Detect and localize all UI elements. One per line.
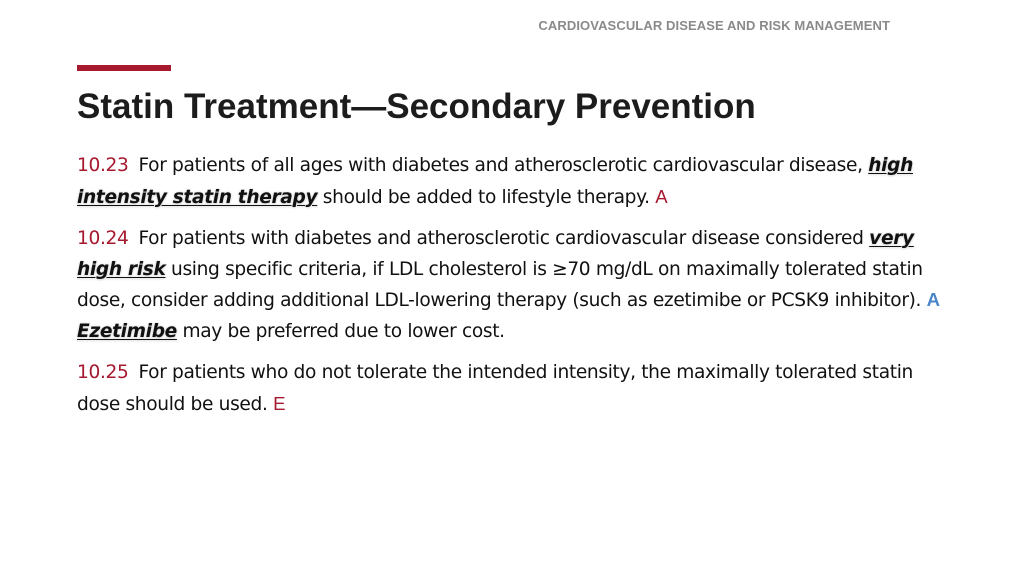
recommendation-text: should be added to lifestyle therapy. (317, 186, 656, 208)
title-accent-bar (77, 65, 171, 71)
recommendation-10-24 (77, 224, 947, 347)
highlighted-term: Ezetimibe (77, 320, 177, 342)
evidence-grade: A (926, 289, 940, 310)
highlighted-term: very high risk (77, 228, 914, 280)
recommendation-number: 10.25 (77, 362, 129, 383)
recommendation-text: may be preferred due to lower cost. (176, 320, 505, 342)
slide-title: Statin Treatment—Secondary Prevention (77, 87, 756, 126)
recommendation-text: using specific criteria, if LDL cholesterol is ≥70 mg/dL on maximally tolerated statin dose, consider adding additional LDL-lowering therapy (such as ezetimibe or PCSK9 inhibitor). (77, 258, 927, 311)
recommendation-10-23 (77, 151, 947, 213)
recommendation-10-25 (77, 358, 947, 420)
recommendation-text: For patients of all ages with diabetes and atherosclerotic cardiovascular disease, (138, 155, 869, 176)
recommendation-number: 10.24 (77, 228, 129, 249)
evidence-grade: A (655, 185, 668, 207)
recommendation-text: For patients with diabetes and atherosclerotic cardiovascular disease considered (138, 228, 870, 249)
highlighted-term: high intensity statin therapy (77, 155, 913, 208)
recommendation-number: 10.23 (77, 155, 129, 176)
recommendations-body (77, 151, 947, 431)
section-label: CARDIOVASCULAR DISEASE AND RISK MANAGEMENT (538, 18, 890, 33)
evidence-grade: E (273, 392, 286, 414)
recommendation-text: For patients who do not tolerate the intended intensity, the maximally tolerated statin dose should be used. (77, 362, 913, 415)
